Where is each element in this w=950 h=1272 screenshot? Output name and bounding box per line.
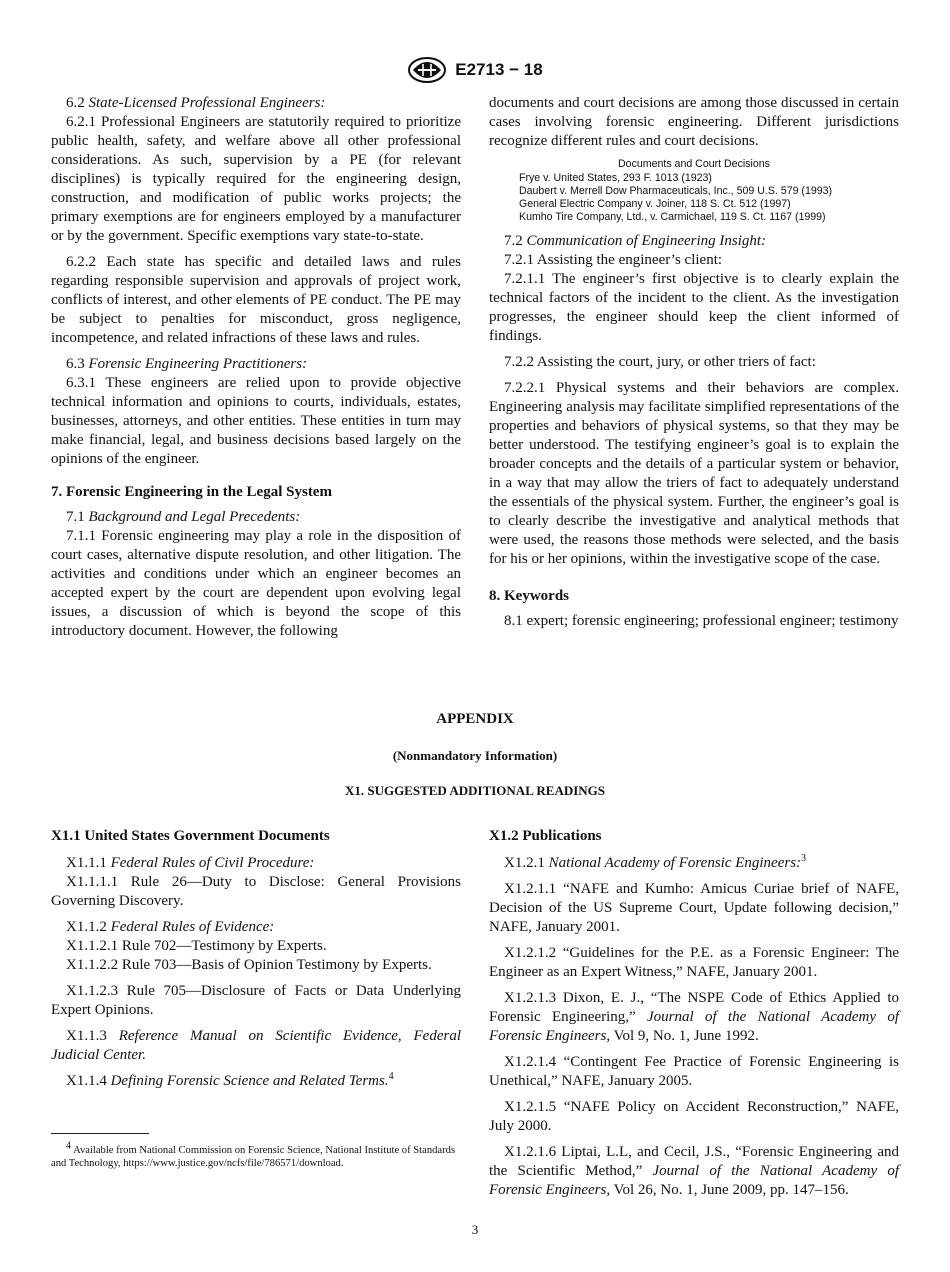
section-6-2-1: 6.2.1 Professional Engineers are statutorily required to prioritize public health, safety, and welfare above all other professional considerations. As such, supervision by a PE (for relevant disciplines) is typically required for the engineering design, construction, and modification of public works projects; the primary exemptions are for engineers employed by a manufacturer or by the government. Specific exemptions vary state-to-state.: [51, 114, 461, 244]
list-item: General Electric Company v. Joiner, 118 S. Ct. 512 (1997): [519, 198, 791, 210]
x1-2-1-5: X1.2.1.5 “NAFE Policy on Accident Reconstruction,” NAFE, July 2000.: [489, 1099, 899, 1134]
section-7-2-1: 7.2.1 Assisting the engineer’s client:: [504, 252, 723, 268]
list-item: Daubert v. Merrell Dow Pharmaceuticals, Inc., 509 U.S. 579 (1993): [519, 185, 833, 197]
list-item: Frye v. United States, 293 F. 1013 (1923): [519, 172, 712, 184]
section-6-2-2: 6.2.2 Each state has specific and detailed laws and rules regarding responsible supervision and approvals of project work, conflicts of interest, and other elements of PE conduct. The PE may be subject to penalties for misconduct, gross negligence, incompetence, and related infractions of these laws and rules.: [51, 254, 462, 346]
astm-logo-icon: [407, 56, 447, 84]
court-decisions-title: Documents and Court Decisions: [618, 158, 770, 170]
appendix-x1-heading: X1. SUGGESTED ADDITIONAL READINGS: [344, 783, 606, 798]
section-7-heading: 7. Forensic Engineering in the Legal System: [51, 484, 332, 500]
section-6-2: 6.2 State-Licensed Professional Engineers:: [66, 95, 326, 111]
right-column: [489, 94, 899, 631]
section-7-2-1-1: 7.2.1.1 The engineer’s first objective is to clearly explain the technical factors of the incident to the client. As the investigation progresses, the engineer should keep the client informed of findings.: [489, 271, 899, 344]
appendix-subtitle: (Nonmandatory Information): [392, 748, 558, 763]
continued-paragraph: documents and court decisions are among those discussed in certain cases involving forensic engineering. Different jurisdictions recognize different rules and court decisions.: [489, 95, 899, 149]
x1-1-2: X1.1.2 Federal Rules of Evidence:: [66, 919, 275, 935]
x1-2-column: [489, 827, 899, 1200]
court-decisions-list: [519, 158, 899, 224]
x1-2-1-2: X1.2.1.2 “Guidelines for the P.E. as a Forensic Engineer: The Engineer as an Expert Witness,” NAFE, January 2001.: [489, 945, 899, 980]
page-number: 3: [471, 1222, 479, 1237]
section-7-1-1: 7.1.1 Forensic engineering may play a role in the disposition of court cases, alternative dispute resolution, and other litigation. The activities and conditions under which an engineer becomes an accepted expert by the court are dependent upon evolving legal issues, a discussion of which is beyond the scope of this introductory document. However, the following: [51, 528, 462, 639]
x1-2-1-6: X1.2.1.6 Liptai, L.L, and Cecil, J.S., “Forensic Engineering and the Scientific Method,” Journal of the National Academy of Forensic Engineers, Vol 26, No. 1, June 2009, pp. 147–156.: [489, 1144, 899, 1198]
left-column: [51, 94, 461, 641]
page-header: [0, 56, 950, 84]
section-6-3-1: 6.3.1 These engineers are relied upon to provide objective technical information and opinions to courts, individuals, estates, businesses, attorneys, and other entities. These entities in turn may make financial, legal, and business decisions based largely on the opinions of the engineer.: [51, 375, 461, 467]
section-7-2-2-1: 7.2.2.1 Physical systems and their behaviors are complex. Engineering analysis may facilitate simplified representations of the properties and behaviors of physical systems, so that they may be better understood. The testifying engineer’s goal is to explain the broader concepts and the details of a particular system or behavior, in a way that may allow the triers of fact to adequately understand the essentials of the physical system. Further, the engineer’s goal is to clearly describe the investigative and analytical methods that were used, the reasons those methods were selected, and the basis for his or her opinions, within the investigative scope of the case.: [489, 380, 899, 567]
x1-1-1: X1.1.1 Federal Rules of Civil Procedure:: [66, 855, 315, 871]
footnote: $^4$ Available from National Commission on Forensic Science, National Institute of Standards and Technology, https://www.justice.gov/ncfs/file/786571/download.: [51, 1140, 456, 1169]
x1-1-3: X1.1.3 Reference Manual on Scientific Evidence, Federal Judicial Center.: [51, 1028, 462, 1063]
section-8-heading: 8. Keywords: [489, 588, 569, 604]
appendix-title: APPENDIX: [436, 711, 514, 727]
section-7-2-2: 7.2.2 Assisting the court, jury, or other triers of fact:: [504, 354, 816, 370]
x1-2-1-3: X1.2.1.3 Dixon, E. J., “The NSPE Code of Ethics Applied to Forensic Engineering,” Journal of the National Academy of Forensic Engineers, Vol 9, No. 1, June 1992.: [489, 990, 900, 1044]
x1-1-1-1: X1.1.1.1 Rule 26—Duty to Disclose: General Provisions Governing Discovery.: [51, 874, 461, 909]
section-7-1: 7.1 Background and Legal Precedents:: [66, 509, 301, 525]
section-7-2: 7.2 Communication of Engineering Insight:: [504, 233, 767, 249]
section-8-1: 8.1 expert; forensic engineering; professional engineer; testimony: [504, 613, 899, 629]
standard-code: E2713 − 18: [455, 60, 543, 79]
x1-1-2-1: X1.1.2.1 Rule 702—Testimony by Experts.: [66, 938, 327, 954]
footnote-rule: [51, 1133, 149, 1134]
x1-2-heading: X1.2 Publications: [489, 828, 602, 844]
x1-1-4: X1.1.4 Defining Forensic Science and Related Terms.$^4$: [66, 1071, 394, 1089]
x1-1-column: [51, 827, 461, 1091]
x1-2-1-1: X1.2.1.1 “NAFE and Kumho: Amicus Curiae brief of NAFE, Decision of the US Supreme Court, Update following decision,” NAFE, January 2001.: [489, 881, 899, 935]
x1-1-heading: X1.1 United States Government Documents: [51, 828, 330, 844]
x1-1-2-3: X1.1.2.3 Rule 705—Disclosure of Facts or Data Underlying Expert Opinions.: [51, 983, 461, 1018]
x1-1-2-2: X1.1.2.2 Rule 703—Basis of Opinion Testimony by Experts.: [66, 957, 432, 973]
section-6-3: 6.3 Forensic Engineering Practitioners:: [66, 356, 308, 372]
list-item: Kumho Tire Company, Ltd., v. Carmichael, 119 S. Ct. 1167 (1999): [519, 211, 826, 223]
x1-2-1-4: X1.2.1.4 “Contingent Fee Practice of Forensic Engineering is Unethical,” NAFE, January 2005.: [489, 1054, 899, 1089]
x1-2-1: X1.2.1 National Academy of Forensic Engineers:$^3$: [504, 853, 807, 871]
